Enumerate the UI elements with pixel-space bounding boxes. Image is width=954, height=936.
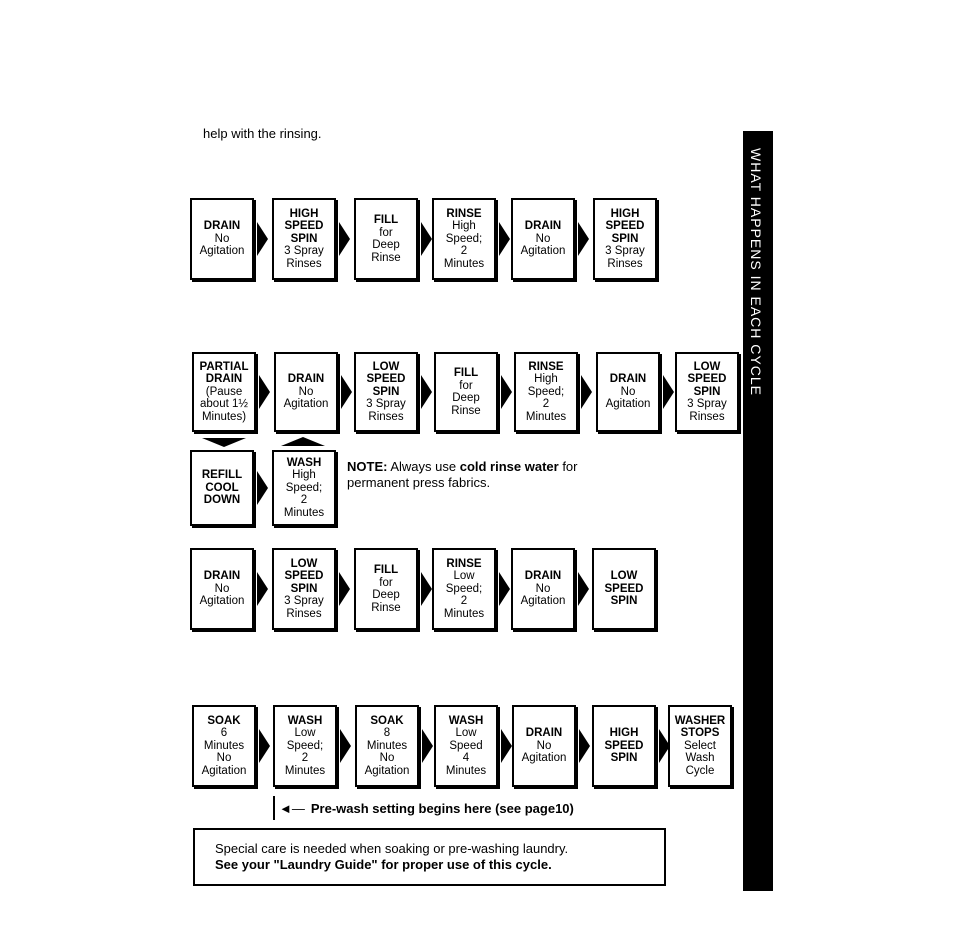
step-line: No	[214, 232, 230, 245]
step-line: Speed;	[445, 232, 483, 245]
step-line: SPEED	[284, 570, 324, 583]
step-line: Deep	[452, 392, 480, 404]
flow-arrow-icon	[257, 222, 268, 256]
cycle-step-box	[596, 352, 660, 432]
flow-arrow-icon	[578, 572, 589, 606]
prewash-tick	[273, 796, 275, 820]
step-line: No	[298, 385, 314, 398]
flow-arrow-icon	[257, 572, 268, 606]
step-line: Rinses	[286, 607, 322, 620]
step-line: SOAK	[370, 714, 404, 727]
step-line: WASH	[287, 714, 323, 727]
step-line: Rinse	[371, 601, 401, 614]
step-line: Agitation	[520, 245, 566, 258]
step-line: Minutes	[283, 506, 325, 519]
flow-arrow-icon	[499, 222, 510, 256]
step-line: Rinses	[689, 410, 725, 423]
step-line: Minutes	[366, 739, 408, 752]
step-line: COOL	[205, 481, 239, 494]
step-line: Deep	[372, 239, 400, 251]
cycle-step-box	[354, 548, 418, 630]
step-line: RINSE	[446, 207, 482, 220]
step-line: FILL	[373, 564, 399, 576]
step-line: Rinses	[286, 257, 322, 270]
step-line: STOPS	[680, 727, 720, 740]
step-line: DOWN	[203, 494, 241, 507]
step-line: Minutes	[284, 764, 326, 777]
step-line: Minutes	[203, 739, 245, 752]
flow-arrow-icon	[257, 471, 268, 505]
flow-arrow-icon	[421, 222, 432, 256]
step-line: 3 Spray	[284, 595, 324, 608]
cycle-step-box	[272, 198, 336, 280]
flow-arrow-icon	[259, 375, 270, 409]
step-line: 2	[301, 752, 309, 765]
flow-arrow-icon	[340, 729, 351, 763]
cycle-step-box	[511, 548, 575, 630]
special-line-2: See your "Laundry Guide" for proper use of this cycle.	[215, 857, 552, 872]
step-line: (Pause	[205, 385, 243, 398]
step-line: RINSE	[446, 557, 482, 570]
step-line: Speed;	[285, 481, 323, 494]
step-line: Agitation	[364, 764, 410, 777]
step-line: Speed;	[527, 385, 565, 398]
step-line: Speed	[449, 739, 483, 752]
step-line: SPIN	[290, 232, 318, 245]
step-line: Agitation	[283, 398, 329, 411]
step-line: for	[459, 379, 473, 392]
step-line: Minutes	[525, 410, 567, 423]
down-arrow-icon	[202, 438, 246, 447]
note-text-2: for	[558, 459, 578, 474]
step-line: High	[292, 469, 316, 482]
special-care-box	[193, 828, 666, 886]
step-line: WASH	[286, 456, 322, 469]
flow-arrow-icon	[499, 572, 510, 606]
cycle-step-box	[190, 450, 254, 526]
step-line: SPIN	[611, 232, 639, 245]
step-line: Deep	[372, 589, 400, 601]
note-label: NOTE:	[347, 459, 388, 474]
flow-arrow-icon	[422, 729, 433, 763]
note-bold: cold rinse water	[459, 459, 559, 474]
step-line: 4	[462, 752, 470, 765]
step-line: DRAIN	[205, 373, 243, 386]
flow-arrow-icon	[663, 375, 674, 409]
cycle-step-box	[512, 705, 576, 787]
step-line: Speed;	[286, 739, 324, 752]
cycle-step-box	[192, 352, 256, 432]
step-line: SPEED	[605, 220, 645, 233]
flow-arrow-icon	[341, 375, 352, 409]
cycle-step-box	[273, 705, 337, 787]
step-line: DRAIN	[203, 220, 241, 233]
step-line: No	[214, 582, 230, 595]
step-line: No	[620, 385, 636, 398]
cycle-step-box	[432, 198, 496, 280]
step-line: 6	[220, 727, 228, 740]
step-line: SPEED	[604, 582, 644, 595]
sidebar-title: WHAT HAPPENS IN EACH CYCLE	[748, 148, 764, 396]
cycle-step-box	[434, 352, 498, 432]
cycle-step-box	[675, 352, 739, 432]
step-line: WASH	[448, 714, 484, 727]
cycle-step-box	[432, 548, 496, 630]
step-line: 3 Spray	[605, 245, 645, 258]
left-arrow-icon: ◄—	[279, 800, 305, 816]
step-line: PARTIAL	[199, 360, 249, 373]
step-line: DRAIN	[287, 373, 325, 386]
step-line: REFILL	[201, 469, 243, 482]
step-line: SOAK	[207, 714, 241, 727]
step-line: High	[452, 220, 476, 233]
cycle-step-box	[354, 198, 418, 280]
step-line: No	[216, 752, 232, 765]
step-line: LOW	[290, 557, 318, 570]
intro-text: help with the rinsing.	[203, 126, 322, 141]
step-line: Minutes	[443, 607, 485, 620]
prewash-text: Pre-wash setting begins here (see page10)	[310, 800, 574, 816]
step-line: 8	[383, 727, 391, 740]
step-line: Rinse	[451, 404, 481, 417]
step-line: HIGH	[610, 207, 640, 220]
step-line: SPEED	[366, 373, 406, 386]
step-line: FILL	[373, 214, 399, 226]
step-line: 2	[460, 245, 468, 258]
step-line: SPIN	[693, 385, 721, 398]
step-line: 2	[460, 595, 468, 608]
step-line: Low	[455, 727, 477, 740]
flow-arrow-icon	[501, 375, 512, 409]
step-line: Speed;	[445, 582, 483, 595]
step-line: HIGH	[609, 727, 639, 740]
step-line: Agitation	[199, 595, 245, 608]
flow-arrow-icon	[578, 222, 589, 256]
cycle-step-box	[190, 548, 254, 630]
flow-arrow-icon	[501, 729, 512, 763]
step-line: No	[535, 582, 551, 595]
step-line: Agitation	[520, 595, 566, 608]
note-text-1: Always use	[387, 459, 460, 474]
step-line: Wash	[685, 752, 715, 765]
step-line: 3 Spray	[284, 245, 324, 258]
step-line: No	[379, 752, 395, 765]
cycle-step-box	[274, 352, 338, 432]
step-line: SPIN	[610, 752, 638, 765]
step-line: Agitation	[199, 245, 245, 258]
flow-arrow-icon	[421, 572, 432, 606]
step-line: 3 Spray	[687, 398, 727, 411]
step-line: Agitation	[201, 764, 247, 777]
step-line: Rinses	[607, 257, 643, 270]
step-line: LOW	[610, 570, 638, 583]
step-line: WASHER	[674, 714, 726, 727]
step-line: DRAIN	[525, 727, 563, 740]
step-line: Agitation	[521, 752, 567, 765]
cycle-step-box	[355, 705, 419, 787]
flow-arrow-icon	[579, 729, 590, 763]
cycle-step-box	[511, 198, 575, 280]
step-line: DRAIN	[203, 570, 241, 583]
step-line: DRAIN	[609, 373, 647, 386]
cycle-step-box	[592, 548, 656, 630]
step-line: SPIN	[610, 595, 638, 608]
cycle-step-box	[190, 198, 254, 280]
step-line: 3 Spray	[366, 398, 406, 411]
up-arrow-icon	[281, 437, 325, 446]
step-line: No	[536, 739, 552, 752]
cycle-step-box	[272, 450, 336, 526]
step-line: about 1½	[200, 398, 248, 411]
cycle-step-box	[593, 198, 657, 280]
step-line: Select	[684, 739, 716, 752]
step-line: Rinse	[371, 251, 401, 264]
note-line-2: permanent press fabrics.	[347, 475, 491, 490]
step-line: LOW	[372, 360, 400, 373]
note-text	[347, 459, 578, 491]
step-line: Cycle	[685, 764, 715, 777]
step-line: HIGH	[289, 207, 319, 220]
flow-arrow-icon	[581, 375, 592, 409]
step-line: LOW	[693, 360, 721, 373]
step-line: DRAIN	[524, 220, 562, 233]
step-line: Low	[453, 570, 475, 583]
step-line: DRAIN	[524, 570, 562, 583]
step-line: RINSE	[528, 360, 564, 373]
flow-arrow-icon	[421, 375, 432, 409]
flow-arrow-icon	[259, 729, 270, 763]
cycle-step-box	[192, 705, 256, 787]
cycle-step-box	[514, 352, 578, 432]
step-line: SPEED	[687, 373, 727, 386]
step-line: Low	[294, 727, 316, 740]
step-line: SPEED	[284, 220, 324, 233]
step-line: 2	[300, 494, 308, 507]
prewash-marker	[273, 796, 574, 820]
special-line-1: Special care is needed when soaking or pre-washing laundry.	[215, 841, 569, 856]
step-line: Minutes)	[201, 410, 247, 423]
flow-arrow-icon	[339, 572, 350, 606]
flow-arrow-icon	[339, 222, 350, 256]
step-line: SPIN	[372, 385, 400, 398]
step-line: for	[379, 576, 393, 589]
step-line: SPIN	[290, 582, 318, 595]
step-line: FILL	[453, 367, 479, 379]
step-line: 2	[542, 398, 550, 411]
step-line: for	[379, 226, 393, 239]
step-line: SPEED	[604, 739, 644, 752]
cycle-step-box	[592, 705, 656, 787]
cycle-step-box	[272, 548, 336, 630]
step-line: Rinses	[368, 410, 404, 423]
step-line: No	[535, 232, 551, 245]
cycle-step-box	[434, 705, 498, 787]
step-line: Agitation	[605, 398, 651, 411]
cycle-step-box	[668, 705, 732, 787]
cycle-step-box	[354, 352, 418, 432]
step-line: High	[534, 373, 558, 386]
step-line: Minutes	[445, 764, 487, 777]
step-line: Minutes	[443, 257, 485, 270]
